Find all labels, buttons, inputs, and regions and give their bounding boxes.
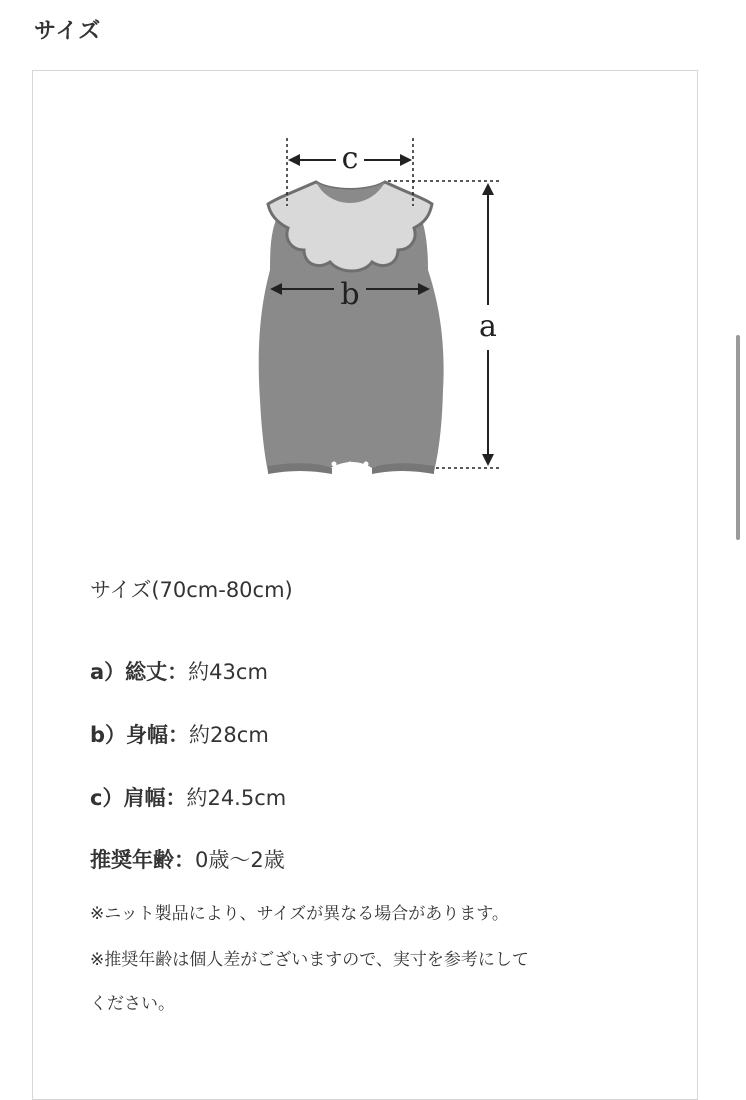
snap-1 bbox=[332, 462, 337, 467]
note-size-variance: ※ニット製品により、サイズが異なる場合があります。 bbox=[90, 904, 509, 924]
dim-a-label: a bbox=[479, 309, 497, 344]
dim-a-arrowhead-top bbox=[482, 183, 494, 195]
spec-value: 約24.5cm bbox=[186, 786, 287, 810]
note-age-line-2: ください。 bbox=[90, 994, 175, 1014]
dim-b-label: b bbox=[340, 277, 360, 312]
scrollbar-thumb[interactable] bbox=[736, 335, 740, 540]
spec-label: b）身幅： bbox=[90, 723, 190, 747]
spec-label: 推奨年齢： bbox=[90, 848, 195, 872]
dim-c-arrowhead-left bbox=[288, 154, 300, 166]
spec-total-length bbox=[90, 656, 690, 686]
snap-2 bbox=[348, 462, 353, 467]
dim-c-label: c bbox=[341, 141, 359, 176]
spec-value: 0歳〜2歳 bbox=[195, 848, 285, 872]
size-heading: サイズ(70cm-80cm) bbox=[90, 578, 293, 602]
note-age-line-1: ※推奨年齢は個人差がございますので、実寸を参考にして bbox=[90, 950, 529, 970]
romper-garment-diagram bbox=[220, 120, 540, 490]
section-title: サイズ bbox=[34, 19, 102, 44]
snap-3 bbox=[364, 462, 369, 467]
dim-c-arrowhead-right bbox=[400, 154, 412, 166]
spec-value: 約28cm bbox=[189, 723, 269, 747]
spec-body-width bbox=[90, 719, 690, 749]
spec-value: 約43cm bbox=[188, 660, 268, 684]
spec-shoulder-width bbox=[90, 782, 690, 812]
spec-label: a）総丈： bbox=[90, 660, 189, 684]
spec-recommended-age bbox=[90, 844, 690, 874]
spec-label: c）肩幅： bbox=[90, 786, 187, 810]
dim-a-arrowhead-bottom bbox=[482, 454, 494, 466]
